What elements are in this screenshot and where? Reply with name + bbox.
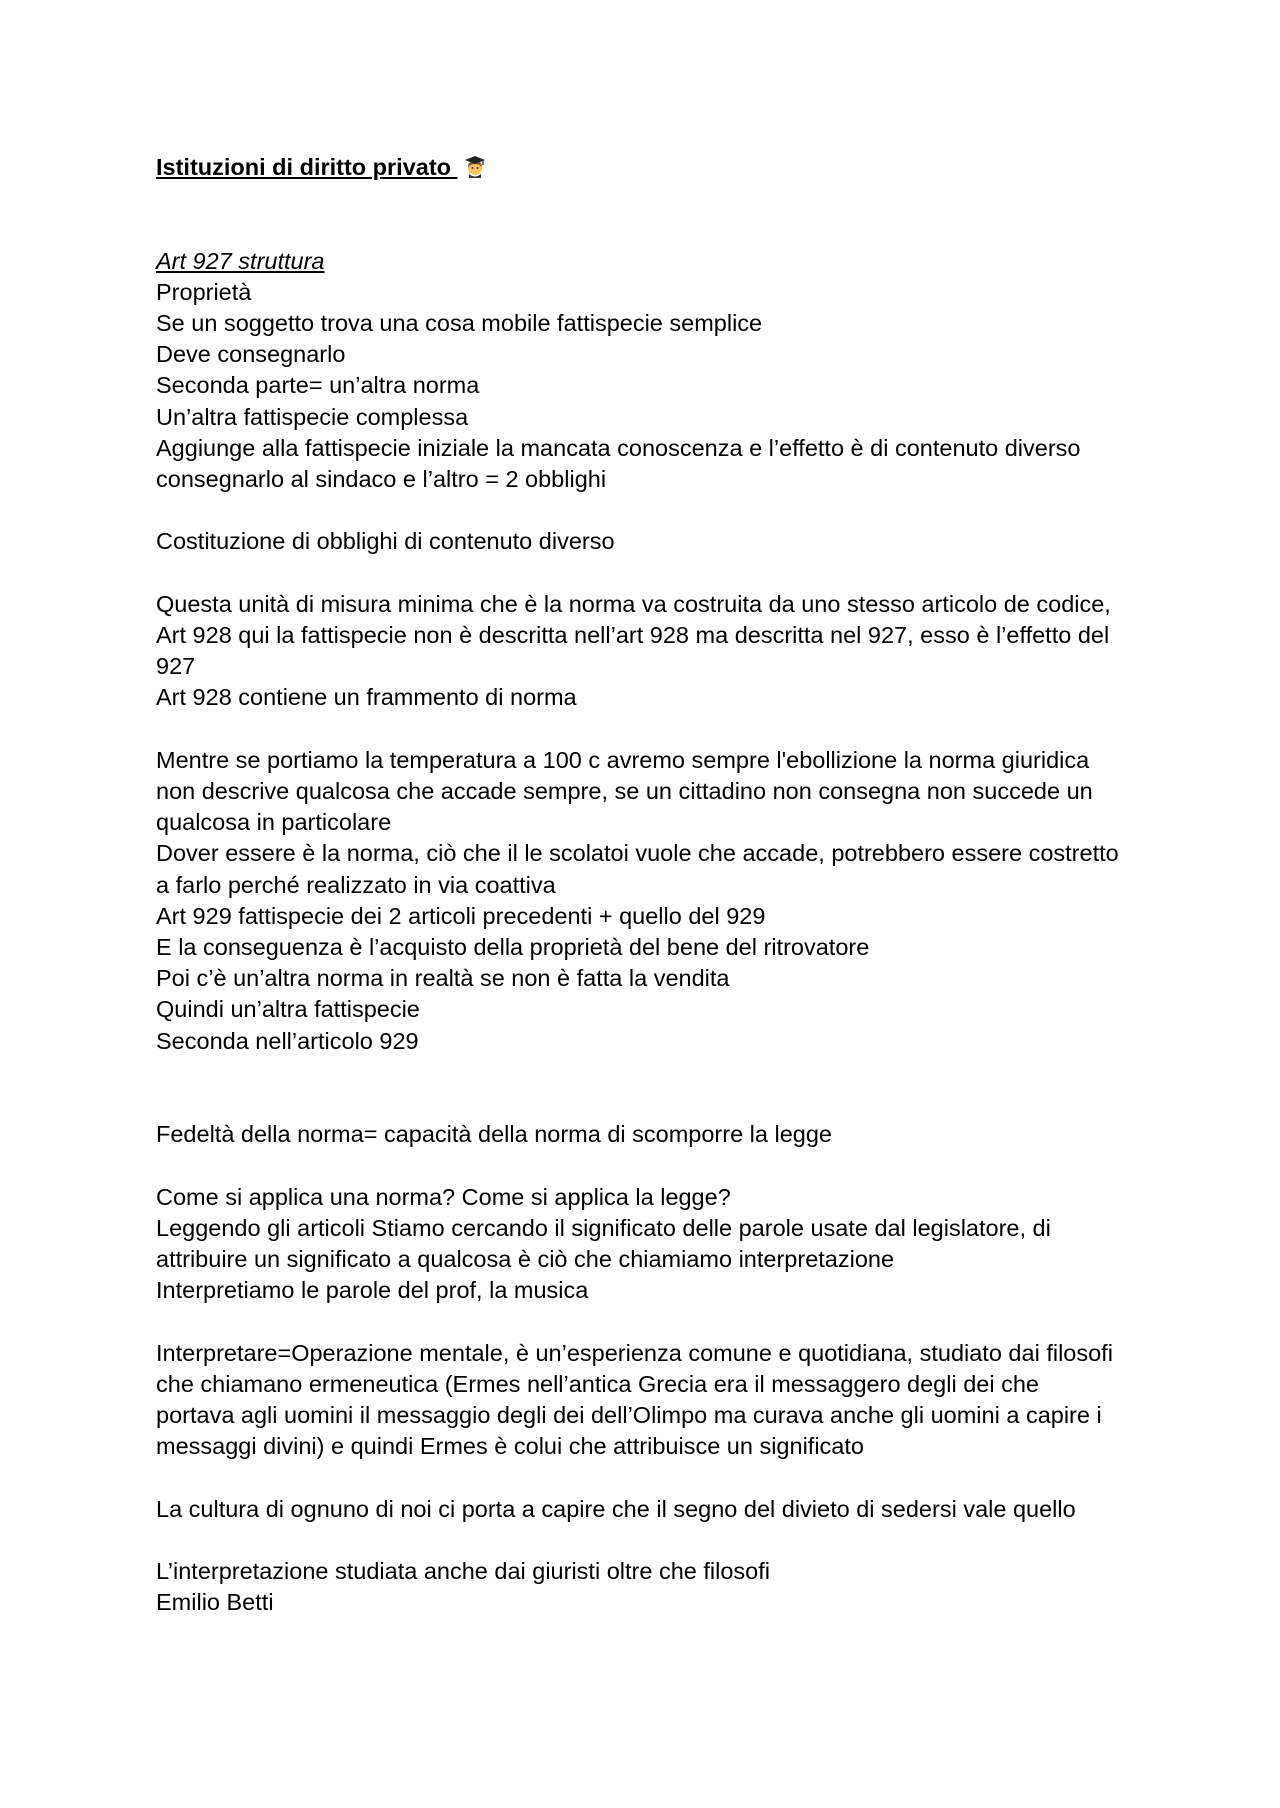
spacer [156, 558, 1136, 589]
text-line: Quindi un’altra fattispecie [156, 996, 420, 1023]
text-line: messaggi divini) e quindi Ermes è colui che attribuisce un significato [156, 1433, 864, 1460]
spacer [156, 1306, 1136, 1337]
text-line: Emilio Betti [156, 1589, 274, 1616]
paragraph [156, 589, 1136, 714]
text-line: Interpretare=Operazione mentale, è un’esperienza comune e quotidiana, studiato dai filosofi [156, 1339, 1113, 1366]
paragraph [156, 526, 1136, 557]
spacer [156, 1462, 1136, 1493]
text-line: Se un soggetto trova una cosa mobile fattispecie semplice [156, 309, 763, 336]
spacer [156, 1525, 1136, 1556]
text-line: Costituzione di obblighi di contenuto diverso [156, 528, 615, 555]
text-line: La cultura di ognuno di noi ci porta a capire che il segno del divieto di sedersi vale quello [156, 1495, 1076, 1522]
spacer [156, 714, 1136, 745]
text-line: L’interpretazione studiata anche dai giuristi oltre che filosofi [156, 1557, 770, 1584]
text-line: Poi c’è un’altra norma in realtà se non è fatta la vendita [156, 965, 730, 992]
document-title-text: Istituzioni di diritto privato [156, 154, 452, 180]
text-line: Un’altra fattispecie complessa [156, 403, 469, 430]
paragraph [156, 745, 1136, 1057]
text-line: Seconda nell’articolo 929 [156, 1027, 419, 1054]
paragraph [156, 1338, 1136, 1463]
text-line: Come si applica una norma? Come si applica la legge? [156, 1183, 731, 1210]
text-line: Questa unità di misura minima che è la norma va costruita da uno stesso articolo de codice, [156, 590, 1111, 617]
spacer [156, 1057, 1136, 1088]
paragraph [156, 1119, 1136, 1150]
text-line: 927 [156, 653, 196, 680]
text-line: Art 928 qui la fattispecie non è descritta nell’art 928 ma descritta nel 927, esso è l’effetto del [156, 621, 1110, 648]
text-line: consegnarlo al sindaco e l’altro = 2 obblighi [156, 465, 607, 492]
text-line: non descrive qualcosa che accade sempre, se un cittadino non consegna non succede un [156, 777, 1093, 804]
text-line: Dover essere è la norma, ciò che il le scolatoi vuole che accade, potrebbero essere costretto [156, 840, 1119, 867]
paragraph [156, 1494, 1136, 1525]
spacer [156, 1088, 1136, 1119]
text-line: Art 929 fattispecie dei 2 articoli precedenti + quello del 929 [156, 902, 766, 929]
text-line: Art 928 contiene un frammento di norma [156, 684, 577, 711]
document-title [156, 152, 1136, 183]
spacer [156, 1150, 1136, 1181]
text-line: Interpretiamo le parole del prof, la musica [156, 1277, 589, 1304]
text-line: Leggendo gli articoli Stiamo cercando il significato delle parole usate dal legislatore, di [156, 1214, 1051, 1241]
paragraph [156, 1182, 1136, 1307]
document-body [156, 277, 1136, 1619]
text-line: attribuire un significato a qualcosa è ciò che chiamiamo interpretazione [156, 1245, 895, 1272]
text-line: Proprietà [156, 278, 252, 305]
text-line: portava agli uomini il messaggio degli dei dell’Olimpo ma curava anche gli uomini a capire i [156, 1401, 1102, 1428]
text-line: qualcosa in particolare [156, 809, 392, 836]
text-line: che chiamano ermeneutica (Ermes nell’antica Grecia era il messaggero degli dei che [156, 1370, 1039, 1397]
paragraph [156, 277, 1136, 495]
text-line: Deve consegnarlo [156, 341, 346, 368]
text-line: Fedeltà della norma= capacità della norma di scomporre la legge [156, 1121, 833, 1148]
spacer [156, 495, 1136, 526]
paragraph [156, 1556, 1136, 1618]
spacer [156, 214, 1136, 245]
text-line: Mentre se portiamo la temperatura a 100 c avremo sempre l'ebollizione la norma giuridica [156, 746, 1090, 773]
section-heading: Art 927 struttura [156, 247, 325, 274]
graduation-student-icon [462, 155, 488, 179]
document-page [156, 152, 1136, 1618]
text-line: E la conseguenza è l’acquisto della proprietà del bene del ritrovatore [156, 933, 870, 960]
text-line: a farlo perché realizzato in via coattiva [156, 871, 556, 898]
text-line: Aggiunge alla fattispecie iniziale la mancata conoscenza e l’effetto è di contenuto diverso [156, 434, 1081, 461]
spacer [156, 183, 1136, 214]
text-line: Seconda parte= un’altra norma [156, 372, 480, 399]
